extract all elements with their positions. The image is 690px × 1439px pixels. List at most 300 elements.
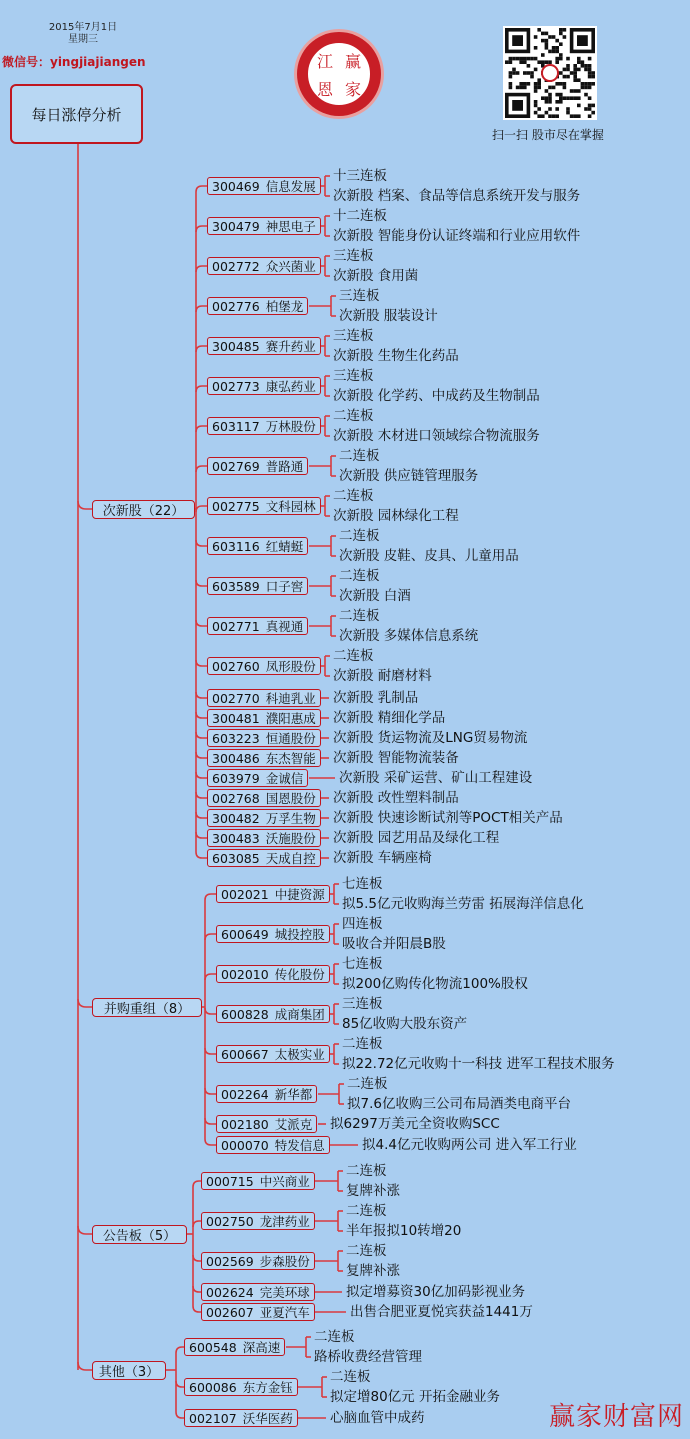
category-node: 公告板（5） (92, 1225, 187, 1244)
qr-module (584, 64, 588, 68)
qr-module (534, 104, 538, 108)
stock-code: 600667 (221, 1046, 269, 1062)
qr-module (584, 107, 588, 111)
streak-label: 二连板 (333, 648, 374, 664)
stock-node (201, 1303, 315, 1321)
stock-description: 次新股 改性塑料制品 (333, 790, 459, 806)
stock-name: 恒通股份 (265, 731, 316, 746)
date-text: 2015年7月1日 (48, 22, 118, 33)
wechat-id: 微信号：yingjiajiangen (2, 55, 146, 69)
stock-code: 300486 (212, 750, 260, 766)
qr-module (537, 60, 541, 64)
logo-char: 赢 (344, 51, 361, 71)
qr-module (581, 86, 585, 90)
qr-module (559, 93, 563, 97)
qr-module (509, 86, 513, 90)
stock-code: 002021 (221, 886, 269, 902)
stock-branch-line (196, 772, 207, 778)
stock-description: 次新股 白酒 (339, 588, 411, 604)
stock-name: 中捷资源 (274, 887, 325, 902)
qr-module (545, 111, 549, 115)
stock-node (207, 657, 321, 675)
qr-module (588, 82, 592, 86)
stock-branch-line (196, 466, 207, 472)
stock-node (207, 577, 308, 595)
qr-module (534, 100, 538, 104)
stock-code: 600548 (189, 1339, 237, 1355)
stock-code: 002772 (212, 258, 260, 274)
qr-module (509, 75, 513, 79)
category-node: 其他（3） (92, 1361, 166, 1380)
qr-module (559, 57, 563, 61)
qr-module (570, 96, 574, 100)
qr-module (519, 57, 523, 61)
stock-node (201, 1172, 315, 1190)
qr-module (545, 96, 549, 100)
qr-module (573, 96, 577, 100)
stock-description: 半年报拟10转增20 (346, 1223, 462, 1239)
stock-code: 300481 (212, 710, 260, 726)
qr-module (541, 32, 545, 36)
qr-module (591, 75, 595, 79)
qr-finder (512, 100, 523, 111)
stock-code: 002773 (212, 378, 260, 394)
stock-branch-line (205, 1048, 216, 1054)
stock-branch-line (196, 506, 207, 512)
qr-module (573, 64, 577, 68)
stock-branch-line (196, 812, 207, 818)
stock-node (207, 849, 321, 867)
stock-code: 300479 (212, 218, 260, 234)
stock-node (184, 1338, 285, 1356)
stock-code: 002010 (221, 966, 269, 982)
stock-branch-line (196, 186, 207, 192)
stock-name: 新华都 (274, 1087, 313, 1102)
streak-label: 十三连板 (333, 168, 387, 184)
qr-module (552, 114, 556, 118)
qr-module (512, 57, 516, 61)
qr-module (534, 57, 538, 61)
stock-branch-line (196, 540, 207, 546)
stock-description: 次新股 智能物流装备 (333, 750, 459, 766)
stock-description: 次新股 生物生化药品 (333, 348, 459, 364)
stock-description: 次新股 供应链管理服务 (339, 468, 479, 484)
stock-description: 次新股 木材进口领域综合物流服务 (333, 428, 540, 444)
logo-char: 恩 (316, 79, 333, 99)
qr-module (555, 107, 559, 111)
stock-code: 600828 (221, 1006, 269, 1022)
qr-module (541, 39, 545, 43)
streak-label: 二连板 (314, 1329, 355, 1345)
qr-module (588, 68, 592, 72)
stock-branch-line (205, 974, 216, 980)
qr-module (527, 64, 531, 68)
stock-code: 603116 (212, 538, 260, 554)
streak-label: 二连板 (339, 568, 380, 584)
stock-name: 沃华医药 (242, 1411, 293, 1426)
stock-description: 拟200亿购传化物流100%股权 (342, 976, 528, 992)
qr-module (545, 60, 549, 64)
qr-module (563, 35, 567, 39)
qr-module (577, 96, 581, 100)
qr-module (559, 100, 563, 104)
stock-description: 心脑血管中成药 (330, 1410, 425, 1426)
qr-module (548, 50, 552, 54)
qr-module (509, 57, 513, 61)
brand-logo (297, 32, 381, 116)
stock-name: 众兴菌业 (265, 259, 316, 274)
qr-module (570, 71, 574, 75)
qr-module (537, 86, 541, 90)
root-node-title: 每日涨停分析 (10, 84, 143, 144)
stock-node (184, 1409, 298, 1427)
qr-module (555, 39, 559, 43)
qr-module (584, 93, 588, 97)
qr-module (552, 35, 556, 39)
qr-module (523, 71, 527, 75)
qr-center-logo (542, 65, 558, 81)
stock-name: 太极实业 (274, 1047, 325, 1062)
stock-branch-line (196, 226, 207, 232)
qr-module (527, 82, 531, 86)
stock-code: 600086 (189, 1379, 237, 1395)
stock-name: 亚夏汽车 (259, 1305, 310, 1320)
stock-name: 柏堡龙 (265, 299, 304, 314)
stock-node (207, 829, 321, 847)
stock-code: 000070 (221, 1137, 269, 1153)
qr-module (588, 104, 592, 108)
qr-module (509, 71, 513, 75)
qr-module (537, 28, 541, 32)
stock-branch-line (196, 732, 207, 738)
qr-module (581, 82, 585, 86)
qr-module (591, 111, 595, 115)
stock-description: 次新股 皮鞋、皮具、儿童用品 (339, 548, 519, 564)
site-watermark: 赢家财富网 (548, 1402, 684, 1432)
stock-description: 85亿收购大股东资产 (342, 1016, 468, 1032)
logo-char: 家 (344, 79, 361, 99)
stock-code: 002624 (206, 1284, 254, 1300)
stock-node (216, 925, 330, 943)
qr-module (573, 75, 577, 79)
streak-label: 二连板 (339, 528, 380, 544)
stock-branch-line (196, 660, 207, 666)
qr-module (581, 60, 585, 64)
qr-module (527, 57, 531, 61)
stock-name: 传化股份 (274, 967, 325, 982)
brand-logo-inner (306, 41, 372, 107)
qr-module (591, 82, 595, 86)
qr-module (552, 50, 556, 54)
stock-branch-line (205, 1008, 216, 1014)
streak-label: 二连板 (347, 1076, 388, 1092)
qr-module (530, 75, 534, 79)
qr-module (588, 107, 592, 111)
stock-name: 金诚信 (265, 771, 304, 786)
stock-node (207, 729, 321, 747)
stock-description: 复牌补涨 (346, 1183, 400, 1199)
stock-description: 次新股 食用菌 (333, 268, 419, 284)
qr-module (552, 46, 556, 50)
qr-module (541, 60, 545, 64)
stock-name: 红蜻蜓 (265, 539, 304, 554)
stock-code: 002107 (189, 1410, 237, 1426)
qr-module (559, 32, 563, 36)
qr-module (512, 71, 516, 75)
logo-char: 江 (316, 51, 333, 71)
stock-name: 普路通 (265, 459, 304, 474)
qr-module (577, 68, 581, 72)
stock-description: 拟22.72亿元收购十一科技 进军工程技术服务 (342, 1056, 615, 1072)
streak-label: 二连板 (333, 408, 374, 424)
stock-branch-line (193, 1255, 201, 1261)
qr-module (548, 35, 552, 39)
qr-module (566, 75, 570, 79)
qr-module (563, 75, 567, 79)
stock-name: 深高速 (242, 1340, 281, 1355)
streak-label: 七连板 (342, 956, 383, 972)
stock-node (216, 1085, 317, 1103)
qr-module (548, 96, 552, 100)
stock-branch-line (196, 752, 207, 758)
qr-module (559, 82, 563, 86)
stock-code: 600649 (221, 926, 269, 942)
qr-module (584, 68, 588, 72)
stock-node (216, 1045, 330, 1063)
qr-module (548, 86, 552, 90)
qr-finder (512, 35, 523, 46)
stock-description: 拟4.4亿元收购两公司 进入军工行业 (362, 1137, 577, 1153)
stock-name: 成商集团 (274, 1007, 325, 1022)
streak-label: 四连板 (342, 916, 383, 932)
stock-code: 002750 (206, 1213, 254, 1229)
stock-description: 次新股 耐磨材料 (333, 668, 432, 684)
qr-module (588, 64, 592, 68)
stock-branch-line (196, 580, 207, 586)
stock-description: 次新股 快速诊断试剂等POCT相关产品 (333, 810, 563, 826)
qr-module (559, 28, 563, 32)
stock-name: 城投控股 (274, 927, 325, 942)
streak-label: 三连板 (333, 328, 374, 344)
qr-module (534, 35, 538, 39)
stock-node (207, 617, 308, 635)
stock-branch-line (196, 832, 207, 838)
qr-module (584, 82, 588, 86)
qr-module (555, 93, 559, 97)
stock-node (207, 809, 321, 827)
streak-label: 三连板 (342, 996, 383, 1012)
qr-module (566, 68, 570, 72)
stock-description: 拟定增80亿元 开拓金融业务 (330, 1389, 500, 1405)
stock-node (207, 417, 321, 435)
stock-name: 艾派克 (274, 1117, 313, 1132)
stock-description: 次新股 精细化学品 (333, 710, 446, 726)
qr-module (570, 89, 574, 93)
qr-module (555, 60, 559, 64)
stock-code: 000715 (206, 1173, 254, 1189)
qr-module (566, 96, 570, 100)
stock-name: 信息发展 (265, 179, 316, 194)
stock-code: 603223 (212, 730, 260, 746)
root-branch-line (78, 999, 92, 1007)
stock-branch-line (196, 692, 207, 698)
stock-name: 赛升药业 (265, 339, 316, 354)
qr-code-icon (503, 26, 597, 120)
stock-name: 特发信息 (274, 1138, 325, 1153)
qr-module (548, 100, 552, 104)
stock-node (207, 337, 321, 355)
stock-node (201, 1283, 315, 1301)
stock-description: 出售合肥亚夏悦宾获益1441万 (350, 1304, 533, 1320)
date-header (38, 22, 128, 46)
qr-module (545, 39, 549, 43)
qr-module (548, 93, 552, 97)
stock-name: 天成自控 (265, 851, 316, 866)
stock-name: 康弘药业 (265, 379, 316, 394)
stock-code: 002569 (206, 1253, 254, 1269)
qr-module (570, 114, 574, 118)
stock-code: 002776 (212, 298, 260, 314)
stock-code: 002771 (212, 618, 260, 634)
stock-description: 拟5.5亿元收购海兰劳雷 拓展海洋信息化 (342, 896, 584, 912)
qr-module (534, 86, 538, 90)
stock-code: 603589 (212, 578, 260, 594)
qr-module (537, 82, 541, 86)
qr-module (537, 107, 541, 111)
qr-module (509, 82, 513, 86)
stock-description: 次新股 服装设计 (339, 308, 438, 324)
stock-description: 次新股 多媒体信息系统 (339, 628, 479, 644)
qr-module (545, 32, 549, 36)
qr-module (563, 68, 567, 72)
streak-label: 二连板 (342, 1036, 383, 1052)
stock-node (207, 377, 321, 395)
stock-node (207, 257, 321, 275)
qr-module (588, 75, 592, 79)
qr-module (530, 57, 534, 61)
stock-node (207, 709, 321, 727)
qr-module (516, 71, 520, 75)
qr-module (559, 42, 563, 46)
stock-node (216, 885, 330, 903)
stock-description: 次新股 园艺用品及绿化工程 (333, 830, 500, 846)
stock-code: 300469 (212, 178, 260, 194)
stock-code: 002760 (212, 658, 260, 674)
qr-module (548, 107, 552, 111)
qr-module (512, 68, 516, 72)
qr-module (591, 104, 595, 108)
stock-branch-line (176, 1412, 184, 1418)
streak-label: 二连板 (330, 1369, 371, 1385)
qr-module (519, 86, 523, 90)
qr-module (519, 82, 523, 86)
qr-module (588, 86, 592, 90)
stock-code: 002775 (212, 498, 260, 514)
stock-node (207, 749, 321, 767)
qr-module (573, 89, 577, 93)
qr-module (555, 114, 559, 118)
qr-module (523, 57, 527, 61)
stock-branch-line (205, 1139, 216, 1145)
stock-description: 次新股 档案、食品等信息系统开发与服务 (333, 188, 581, 204)
stock-description: 次新股 采矿运营、矿山工程建设 (339, 770, 533, 786)
qr-module (591, 71, 595, 75)
stock-branch-line (196, 852, 207, 858)
category-node: 次新股（22） (92, 500, 195, 519)
stock-description: 吸收合并阳晨B股 (342, 936, 446, 952)
qr-module (545, 46, 549, 50)
stock-branch-line (196, 712, 207, 718)
stock-name: 万孚生物 (265, 811, 316, 826)
qr-module (577, 60, 581, 64)
stock-branch-line (193, 1221, 201, 1227)
qr-module (537, 78, 541, 82)
stock-name: 万林股份 (265, 419, 316, 434)
qr-module (555, 57, 559, 61)
qr-module (541, 114, 545, 118)
streak-label: 三连板 (333, 368, 374, 384)
stock-name: 龙津药业 (259, 1214, 310, 1229)
qr-module (555, 100, 559, 104)
stock-name: 科迪乳业 (265, 691, 316, 706)
stock-description: 次新股 车辆座椅 (333, 850, 432, 866)
root-branch-line (78, 1362, 92, 1370)
stock-branch-line (176, 1381, 184, 1387)
stock-node (207, 217, 321, 235)
qr-module (537, 114, 541, 118)
stock-branch-line (196, 792, 207, 798)
qr-module (588, 114, 592, 118)
qr-module (566, 107, 570, 111)
qr-module (509, 60, 513, 64)
qr-module (581, 64, 585, 68)
qr-module (545, 100, 549, 104)
stock-node (207, 537, 308, 555)
stock-node (207, 297, 308, 315)
stock-code: 603117 (212, 418, 260, 434)
stock-name: 沃施股份 (265, 831, 316, 846)
qr-module (545, 42, 549, 46)
stock-node (207, 497, 321, 515)
stock-code: 002770 (212, 690, 260, 706)
streak-label: 二连板 (333, 488, 374, 504)
stock-code: 002768 (212, 790, 260, 806)
qr-module (516, 57, 520, 61)
stock-branch-line (205, 934, 216, 940)
qr-module (545, 89, 549, 93)
stock-node (216, 1115, 317, 1133)
stock-node (207, 177, 321, 195)
qr-module (577, 57, 581, 61)
qr-module (534, 68, 538, 72)
qr-module (548, 114, 552, 118)
streak-label: 二连板 (346, 1163, 387, 1179)
qr-module (563, 96, 567, 100)
stock-name: 濮阳惠成 (265, 711, 316, 726)
root-branch-line (78, 501, 92, 509)
qr-module (534, 82, 538, 86)
qr-module (573, 78, 577, 82)
streak-label: 三连板 (333, 248, 374, 264)
qr-module (559, 53, 563, 57)
stock-branch-line (196, 266, 207, 272)
stock-branch-line (193, 1181, 201, 1187)
qr-module (505, 60, 509, 64)
streak-label: 十二连板 (333, 208, 387, 224)
stock-code: 002180 (221, 1116, 269, 1132)
stock-code: 300482 (212, 810, 260, 826)
stock-name: 步森股份 (259, 1254, 310, 1269)
